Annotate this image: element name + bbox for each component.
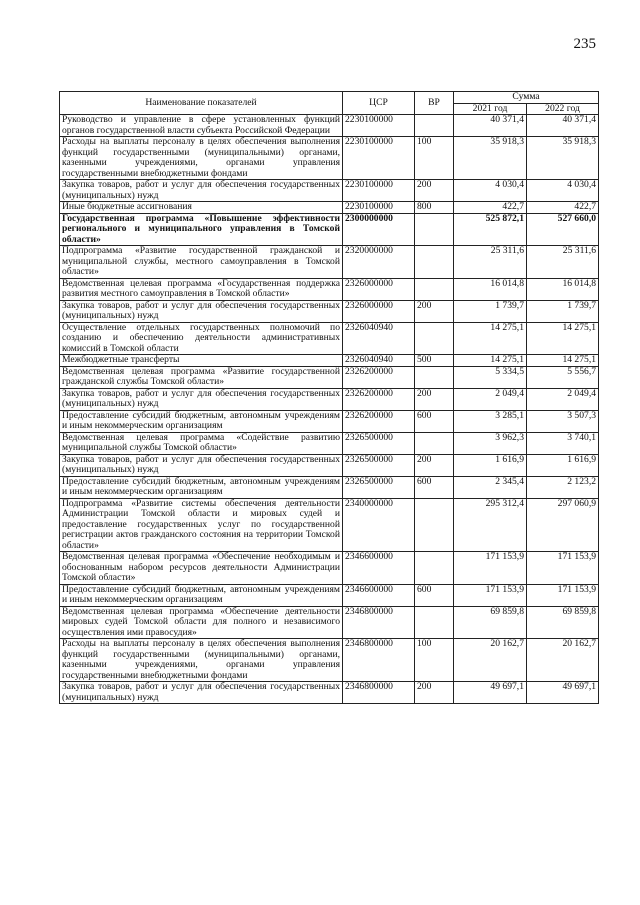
- table-row: [60, 388, 599, 410]
- table-body: [60, 115, 599, 704]
- cell-sum-2022: 527 660,0: [527, 213, 599, 246]
- cell-csr: 2340000000: [343, 498, 415, 552]
- cell-sum-2022: 14 275,1: [527, 355, 599, 367]
- cell-name: Ведомственная целевая программа «Обеспечение необходимым и обоснованным набором ресурсов деятельности Администрации Томской области»: [60, 552, 343, 585]
- cell-sum-2021: 422,7: [454, 202, 527, 214]
- cell-sum-2021: 2 049,4: [454, 388, 527, 410]
- cell-name: Межбюджетные трансферты: [60, 355, 343, 367]
- table-row: [60, 246, 599, 279]
- cell-sum-2022: 40 371,4: [527, 115, 599, 137]
- table-row: [60, 115, 599, 137]
- cell-vr: 100: [415, 137, 454, 180]
- cell-vr: [415, 246, 454, 279]
- cell-csr: 2346800000: [343, 639, 415, 682]
- table-header: [60, 92, 599, 115]
- cell-vr: [415, 432, 454, 454]
- cell-vr: [415, 366, 454, 388]
- cell-sum-2022: 20 162,7: [527, 639, 599, 682]
- cell-sum-2022: 3 507,3: [527, 410, 599, 432]
- cell-vr: 500: [415, 355, 454, 367]
- cell-csr: 2230100000: [343, 115, 415, 137]
- cell-vr: [415, 278, 454, 300]
- table-row: [60, 476, 599, 498]
- cell-csr: 2346600000: [343, 552, 415, 585]
- page-number: 235: [573, 36, 596, 52]
- cell-sum-2021: 525 872,1: [454, 213, 527, 246]
- cell-csr: 2326500000: [343, 432, 415, 454]
- cell-sum-2021: 2 345,4: [454, 476, 527, 498]
- cell-sum-2022: 49 697,1: [527, 682, 599, 704]
- budget-table: [59, 91, 599, 704]
- cell-sum-2022: 5 556,7: [527, 366, 599, 388]
- cell-csr: 2320000000: [343, 246, 415, 279]
- cell-name: Ведомственная целевая программа «Государственная поддержка развития местного самоуправления в Томской области»: [60, 278, 343, 300]
- cell-sum-2022: 4 030,4: [527, 180, 599, 202]
- cell-sum-2021: 20 162,7: [454, 639, 527, 682]
- table-row: [60, 213, 599, 246]
- cell-name: Подпрограмма «Развитие системы обеспечения деятельности Администрации Томской области и мировых судей и предоставление государственных услуг по государственной регистрации актов гражданского состояния на территории Томской области»: [60, 498, 343, 552]
- cell-vr: [415, 322, 454, 355]
- cell-sum-2021: 35 918,3: [454, 137, 527, 180]
- cell-sum-2022: 2 049,4: [527, 388, 599, 410]
- table-row: [60, 454, 599, 476]
- cell-sum-2021: 1 739,7: [454, 300, 527, 322]
- table-row: [60, 137, 599, 180]
- cell-vr: 600: [415, 410, 454, 432]
- cell-name: Иные бюджетные ассигнования: [60, 202, 343, 214]
- cell-csr: 2346800000: [343, 682, 415, 704]
- cell-sum-2022: 25 311,6: [527, 246, 599, 279]
- cell-sum-2022: 1 616,9: [527, 454, 599, 476]
- cell-sum-2021: 14 275,1: [454, 322, 527, 355]
- cell-sum-2022: 2 123,2: [527, 476, 599, 498]
- header-csr: ЦСР: [343, 92, 415, 115]
- cell-sum-2022: 1 739,7: [527, 300, 599, 322]
- table-row: [60, 584, 599, 606]
- cell-sum-2021: 25 311,6: [454, 246, 527, 279]
- table-row: [60, 278, 599, 300]
- cell-csr: 2346600000: [343, 584, 415, 606]
- cell-csr: 2326000000: [343, 300, 415, 322]
- header-year-2021: 2021 год: [454, 103, 527, 115]
- cell-vr: [415, 498, 454, 552]
- cell-vr: 200: [415, 682, 454, 704]
- table-row: [60, 639, 599, 682]
- cell-csr: 2300000000: [343, 213, 415, 246]
- header-sum: Сумма: [454, 92, 599, 104]
- cell-vr: 600: [415, 476, 454, 498]
- cell-sum-2022: 14 275,1: [527, 322, 599, 355]
- cell-vr: 600: [415, 584, 454, 606]
- cell-name: Предоставление субсидий бюджетным, автономным учреждениям и иным некоммерческим организациям: [60, 476, 343, 498]
- cell-name: Закупка товаров, работ и услуг для обеспечения государственных (муниципальных) нужд: [60, 682, 343, 704]
- cell-name: Ведомственная целевая программа «Обеспечение деятельности мировых судей Томской области для полного и независимого осуществления ими правосудия»: [60, 606, 343, 639]
- table-row: [60, 498, 599, 552]
- table-row: [60, 180, 599, 202]
- table-row: [60, 432, 599, 454]
- header-year-2022: 2022 год: [527, 103, 599, 115]
- cell-vr: [415, 606, 454, 639]
- cell-sum-2021: 3 285,1: [454, 410, 527, 432]
- cell-csr: 2346800000: [343, 606, 415, 639]
- cell-vr: 800: [415, 202, 454, 214]
- cell-vr: 200: [415, 180, 454, 202]
- table-row: [60, 202, 599, 214]
- cell-sum-2021: 3 962,3: [454, 432, 527, 454]
- cell-sum-2021: 69 859,8: [454, 606, 527, 639]
- table-row: [60, 606, 599, 639]
- cell-sum-2022: 69 859,8: [527, 606, 599, 639]
- cell-sum-2022: 422,7: [527, 202, 599, 214]
- cell-name: Закупка товаров, работ и услуг для обеспечения государственных (муниципальных) нужд: [60, 388, 343, 410]
- cell-sum-2022: 171 153,9: [527, 584, 599, 606]
- cell-sum-2021: 49 697,1: [454, 682, 527, 704]
- cell-name: Закупка товаров, работ и услуг для обеспечения государственных (муниципальных) нужд: [60, 454, 343, 476]
- cell-name: Закупка товаров, работ и услуг для обеспечения государственных (муниципальных) нужд: [60, 300, 343, 322]
- header-vr: ВР: [415, 92, 454, 115]
- cell-name: Государственная программа «Повышение эффективности регионального и муниципального управления в Томской области»: [60, 213, 343, 246]
- cell-csr: 2326500000: [343, 454, 415, 476]
- cell-sum-2021: 1 616,9: [454, 454, 527, 476]
- table-row: [60, 410, 599, 432]
- cell-vr: [415, 552, 454, 585]
- cell-sum-2021: 5 334,5: [454, 366, 527, 388]
- cell-sum-2022: 3 740,1: [527, 432, 599, 454]
- cell-csr: 2230100000: [343, 180, 415, 202]
- cell-sum-2021: 295 312,4: [454, 498, 527, 552]
- cell-sum-2021: 171 153,9: [454, 552, 527, 585]
- cell-sum-2022: 171 153,9: [527, 552, 599, 585]
- cell-sum-2021: 4 030,4: [454, 180, 527, 202]
- cell-sum-2021: 171 153,9: [454, 584, 527, 606]
- cell-csr: 2230100000: [343, 202, 415, 214]
- table-row: [60, 682, 599, 704]
- table-row: [60, 552, 599, 585]
- cell-csr: 2326040940: [343, 322, 415, 355]
- cell-vr: [415, 213, 454, 246]
- cell-name: Ведомственная целевая программа «Развитие государственной гражданской службы Томской области»: [60, 366, 343, 388]
- cell-vr: 200: [415, 454, 454, 476]
- cell-csr: 2326040940: [343, 355, 415, 367]
- cell-name: Закупка товаров, работ и услуг для обеспечения государственных (муниципальных) нужд: [60, 180, 343, 202]
- cell-name: Расходы на выплаты персоналу в целях обеспечения выполнения функций государственными (муниципальными) органами, казенными учреждениями, органами управления государственными внебюджетными фондами: [60, 639, 343, 682]
- cell-csr: 2326200000: [343, 388, 415, 410]
- cell-name: Ведомственная целевая программа «Содействие развитию муниципальной службы Томской области»: [60, 432, 343, 454]
- cell-csr: 2326000000: [343, 278, 415, 300]
- cell-name: Предоставление субсидий бюджетным, автономным учреждениям и иным некоммерческим организациям: [60, 410, 343, 432]
- cell-vr: 100: [415, 639, 454, 682]
- table-row: [60, 366, 599, 388]
- cell-name: Предоставление субсидий бюджетным, автономным учреждениям и иным некоммерческим организациям: [60, 584, 343, 606]
- cell-name: Руководство и управление в сфере установленных функций органов государственной власти субъекта Российской Федерации: [60, 115, 343, 137]
- table-row: [60, 300, 599, 322]
- cell-csr: 2326200000: [343, 366, 415, 388]
- table-row: [60, 322, 599, 355]
- cell-vr: 200: [415, 300, 454, 322]
- table-row: [60, 355, 599, 367]
- header-name: Наименование показателей: [60, 92, 343, 115]
- cell-sum-2022: 35 918,3: [527, 137, 599, 180]
- cell-csr: 2326500000: [343, 476, 415, 498]
- cell-sum-2021: 14 275,1: [454, 355, 527, 367]
- cell-name: Осуществление отдельных государственных полномочий по созданию и обеспечению деятельности административных комиссий в Томской области: [60, 322, 343, 355]
- cell-vr: [415, 115, 454, 137]
- cell-sum-2021: 16 014,8: [454, 278, 527, 300]
- cell-name: Подпрограмма «Развитие государственной гражданской и муниципальной службы, местного самоуправления в Томской области»: [60, 246, 343, 279]
- cell-vr: 200: [415, 388, 454, 410]
- cell-csr: 2326200000: [343, 410, 415, 432]
- cell-sum-2022: 297 060,9: [527, 498, 599, 552]
- cell-sum-2022: 16 014,8: [527, 278, 599, 300]
- cell-sum-2021: 40 371,4: [454, 115, 527, 137]
- cell-csr: 2230100000: [343, 137, 415, 180]
- cell-name: Расходы на выплаты персоналу в целях обеспечения выполнения функций государственными (муниципальными) органами, казенными учреждениями, органами управления государственными внебюджетными фондами: [60, 137, 343, 180]
